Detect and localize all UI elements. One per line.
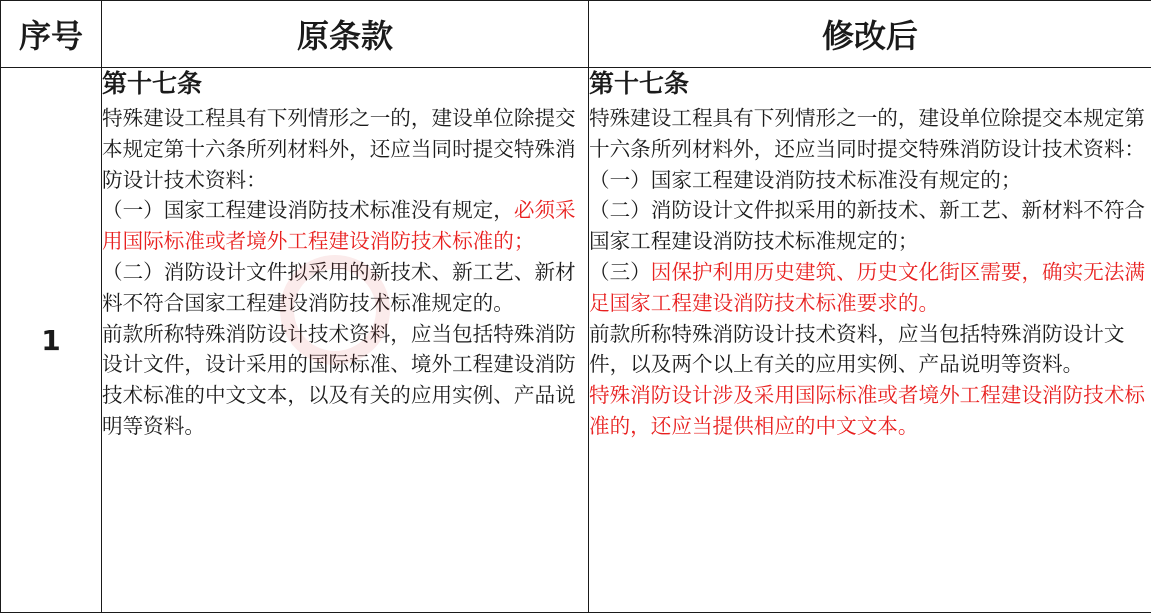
revised-item-2: （二）消防设计文件拟采用的新技术、新工艺、新材料不符合国家工程建设消防技术标准规定的； bbox=[589, 198, 1146, 254]
header-row bbox=[1, 1, 1151, 68]
revised-intro: 特殊建设工程具有下列情形之一的，建设单位除提交本规定第十六条所列材料外，还应当同时提交特殊消防设计技术资料： bbox=[589, 106, 1146, 161]
original-item-2: （二）消防设计文件拟采用的新技术、新工艺、新材料不符合国家工程建设消防技术标准规定的。 bbox=[102, 259, 576, 315]
header-serial-number: 序号 bbox=[1, 1, 102, 68]
original-article-title: 第十七条 bbox=[102, 69, 203, 98]
revised-added-paragraph: 特殊消防设计涉及采用国际标准或者境外工程建设消防技术标准的，还应当提供相应的中文文本。 bbox=[589, 383, 1146, 438]
original-clause-cell bbox=[102, 68, 589, 613]
original-item-1-removed-text: 必须采用国际标准或者境外工程建设消防技术标准的； bbox=[102, 198, 576, 254]
revised-article-title: 第十七条 bbox=[589, 69, 690, 98]
revised-item-3 bbox=[589, 257, 1151, 319]
revised-item-3-prefix: （三） bbox=[589, 259, 651, 284]
original-intro: 特殊建设工程具有下列情形之一的，建设单位除提交本规定第十六条所列材料外，还应当同时提交特殊消防设计技术资料： bbox=[102, 106, 576, 192]
header-original-clause: 原条款 bbox=[102, 1, 589, 68]
header-revised-clause: 修改后 bbox=[589, 1, 1151, 68]
table-row bbox=[1, 68, 1151, 613]
revised-item-3-added-text: 因保护利用历史建筑、历史文化街区需要，确实无法满足国家工程建设消防技术标准要求的。 bbox=[589, 259, 1146, 315]
row-number: 1 bbox=[1, 68, 102, 613]
original-item-1-text: （一）国家工程建设消防技术标准没有规定， bbox=[102, 198, 514, 223]
revised-closing-paragraph: 前款所称特殊消防设计技术资料，应当包括特殊消防设计文件，以及两个以上有关的应用实例、产品说明等资料。 bbox=[589, 321, 1125, 377]
revised-clause-cell bbox=[589, 68, 1151, 613]
original-closing-paragraph: 前款所称特殊消防设计技术资料，应当包括特殊消防设计文件，设计采用的国际标准、境外工程建设消防技术标准的中文文本，以及有关的应用实例、产品说明等资料。 bbox=[102, 321, 576, 438]
revised-item-1: （一）国家工程建设消防技术标准没有规定的； bbox=[589, 167, 1022, 192]
original-item-1 bbox=[102, 195, 588, 257]
